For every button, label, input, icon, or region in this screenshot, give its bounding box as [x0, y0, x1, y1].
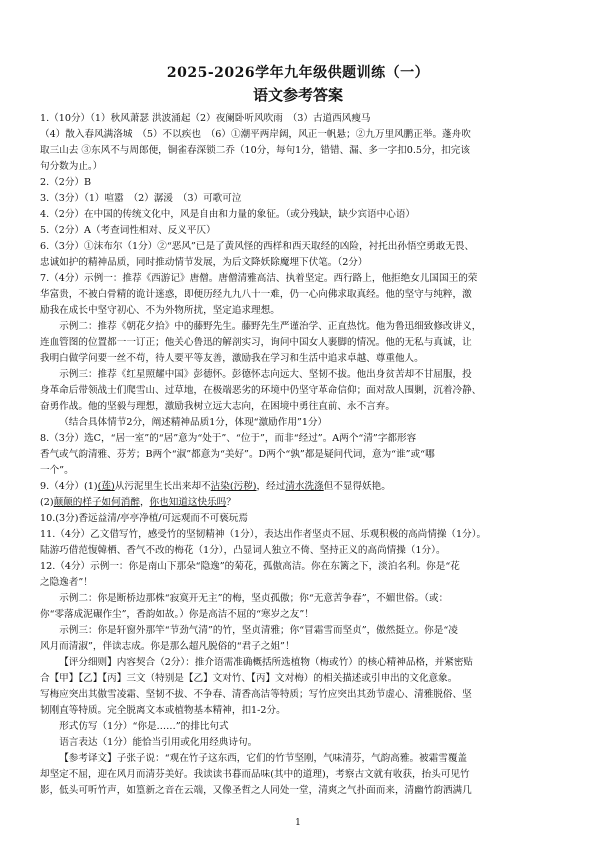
answer-line: 示例三：你是轩窗外那竿“节劲气清”的竹，坚贞清雅；你“冒霜雪而坚贞”，傲然挺立。你是“凌: [59, 625, 458, 636]
answer-line: 示例二：推荐《朝花夕拾》中的藤野先生。藤野先生严谨治学、正直热忱。他为鲁迅细致修改讲义，: [59, 321, 482, 332]
answer-content: [40, 111, 556, 799]
answer-line: 韧刚直等特质。完全脱离文本或植物基本精神，扣1-2分。: [40, 705, 286, 716]
answer-fragment: ？: [226, 497, 236, 508]
answer-line: 香气或气韵清雅、芬芳；B两个“淑”都意为“美好”。D两个“孰”都是疑问代词，意为“谁”或“哪: [40, 449, 435, 460]
answer-line: 示例三：推荐《红星照耀中国》彭德怀。彭德怀志向远大、坚韧不拔。他出身贫苦却不甘屈服，投: [59, 369, 472, 380]
answer-line: 【参考译文】子张子说：“观在竹子这东西，它们的竹节坚刚，气味清芬，气韵高雅。被霜雪覆盖: [59, 753, 468, 764]
answer-line: 12.（4分）示例一：你是南山下那朵“隐逸”的菊花，孤傲高洁。你在东篱之下，淡泊名利。你是“花: [40, 561, 460, 572]
answer-line: 陆游巧借范愎韓栖、香气不改的梅花（1分），凸显词人独立不倚、坚持正义的高尚情操（1分）。: [40, 545, 446, 556]
answer-line: 5.（2分）A（考查词性相对、反义平仄）: [40, 225, 216, 236]
answer-fragment: 从污泥里生长出来却不: [114, 481, 211, 492]
answer-line: 风月而清淑”，伴读志成。你是那么超凡脱俗的“君子之姐”！: [40, 641, 295, 652]
answer-line: 4.（2分）在中国的传统文化中，风是自由和力量的象征。（或分残缺，缺少宾语中心语）: [40, 209, 416, 220]
answer-fragment: ，: [139, 497, 150, 508]
answer-line: 2.（2分）B: [40, 177, 92, 188]
answer-line: 之隐逸者”！: [40, 577, 93, 588]
document-subtitle: 语文参考答案: [252, 86, 343, 104]
answer-line: 一个”。: [40, 465, 74, 476]
answer-line: 连血管图的位置都一一订正；他关心鲁迅的解剖实习，询问中国女人裹脚的情况。他的无私与真诚，让: [40, 337, 472, 348]
answer-line: 忠诚如护的精神品质，同时推动情节发展，为后文降妖除魔埋下伏笔。（2分）: [40, 257, 368, 268]
answer-line: 华富贵，不被白骨精的诡计迷惑，即便历经九九八十一难，仍一心向佛求取真经。他的坚守与纯粹，激: [40, 289, 472, 300]
answer-line: 合【甲】【乙】【丙】三文（特别是【乙】文对竹、【丙】文对梅）的相关描述或引申出的文化意象。: [40, 673, 458, 684]
answer-fragment: (2): [40, 497, 54, 508]
answer-fragment: 9.（4分）(1): [40, 481, 98, 492]
answer-line: [40, 495, 556, 511]
answer-line: 11.（4分）乙文借写竹，感受竹的坚韧精神（1分），表达出作者坚贞不屈、乐观积极的高尚情操（1分）。: [40, 529, 487, 540]
answer-line: 形式仿写（1分）“你是……”的排比句式: [59, 721, 229, 732]
answer-line: 1.（10分）（1）秋风萧瑟 洪波涌起（2）夜阑卧听风吹雨 （3）古道西风瘦马: [40, 113, 371, 124]
answer-line: 你“零落成泥碾作尘”，香韵如故。）你是高洁不屈的“寒岁之友”！: [40, 609, 314, 620]
answer-fragment: 但不显得妖艳。: [323, 481, 391, 492]
document-title: 2025-2026学年九年级供题训练（一）: [166, 65, 430, 81]
underlined-text: 颠颠的样子如何消醉: [53, 497, 140, 508]
answer-line: 取三山去 ③东风不与周郎便，铜雀春深锁二乔（10分，每句1分，错错、漏、多一字扣0.5分，扣完该: [40, 145, 470, 156]
answer-line: 却坚定不屈，迎在风月而清芬美好。我读读书暮而品味(其中的道理)，考察古文就有收获，抬头可见竹: [40, 769, 470, 780]
answer-line: （结合具体情节2分，阐述精神品质1分，体现“激励作用”1分）: [59, 417, 328, 428]
underlined-text: (莲): [97, 481, 115, 492]
answer-line: 6.（3分）①沫布尔（1分）②“恶风”已是了黄风怪的西样和西天取经的凶险，衬托出孙悟空勇敢无畏、: [40, 241, 475, 252]
answer-line: 【评分细则】内容契合（2分）：推介语需准确概括所选植物（梅或竹）的核心精神品格，并紧密贴: [59, 657, 474, 668]
answer-line: 影，低头可听竹声，如篁新之音在云端，又像圣哲之人同处一堂，清爽之气扑面而来，清幽竹韵洒满几: [40, 785, 472, 796]
answer-line: 励我在成长中坚守初心、不为外物所扰，坚定追求理想。: [40, 305, 280, 316]
answer-line: 7.（4分）示例一：推荐《西游记》唐僧。唐僧清雅高洁、执着坚定。西行路上，他拒绝女儿国国王的荣: [40, 273, 478, 284]
answer-line: 语言表达（1分）能恰当引用或化用经典诗句。: [59, 737, 258, 748]
answer-line: 句分数为止。）: [40, 161, 103, 172]
underlined-text: 你也知道这快乐吗: [149, 497, 227, 508]
answer-line: 10.(3分)香远益清/亭亭净植/可远观而不可亵玩焉: [40, 513, 248, 524]
answer-line: 8.（3分）选C，“居一室”的“居”意为“处于”、“位于”，而非“经过”。A两个“清”字都形容: [40, 433, 417, 444]
answer-line: 示例二：你是断桥边那株“寂寞开无主”的梅，坚贞孤傲；你“无意苦争春”，不媚世俗。（或：: [59, 593, 449, 604]
underlined-text: 清水洗涤: [285, 481, 324, 492]
answer-line: 3.（3分）（1）喧嚣 （2）潺湲 （3）可歌可泣: [40, 193, 242, 204]
answer-line: 奋勇作战。他的坚毅与理想，激励我树立远大志向，在困境中勇往直前、永不言弃。: [40, 401, 395, 412]
answer-fragment: ，经过: [256, 481, 286, 492]
answer-line: [40, 479, 556, 495]
answer-line: 写梅应突出其傲雪凌霜、坚韧不拔、不争春、清香高洁等特质；写竹应突出其劲节虚心、清雅脱俗、坚: [40, 689, 472, 700]
answer-line: 我明白做学问要一丝不苟，待人要平等友善，激励我在学习和生活中追求卓越、尊重他人。: [40, 353, 424, 364]
underlined-text: 沾染(污秽): [210, 481, 257, 492]
page-number: 1: [295, 818, 301, 828]
answer-line: 身革命后带领战士们爬雪山、过草地，在极端恶劣的环境中仍坚守革命信仰；面对敌人围剿，沉着冷静、: [40, 385, 482, 396]
answer-line: （4）散入春风满洛城 （5）不以疾也 （6）①潮平两岸阔，风正一帆悬；②九万里风鹏正举。蓬舟吹: [40, 129, 471, 140]
